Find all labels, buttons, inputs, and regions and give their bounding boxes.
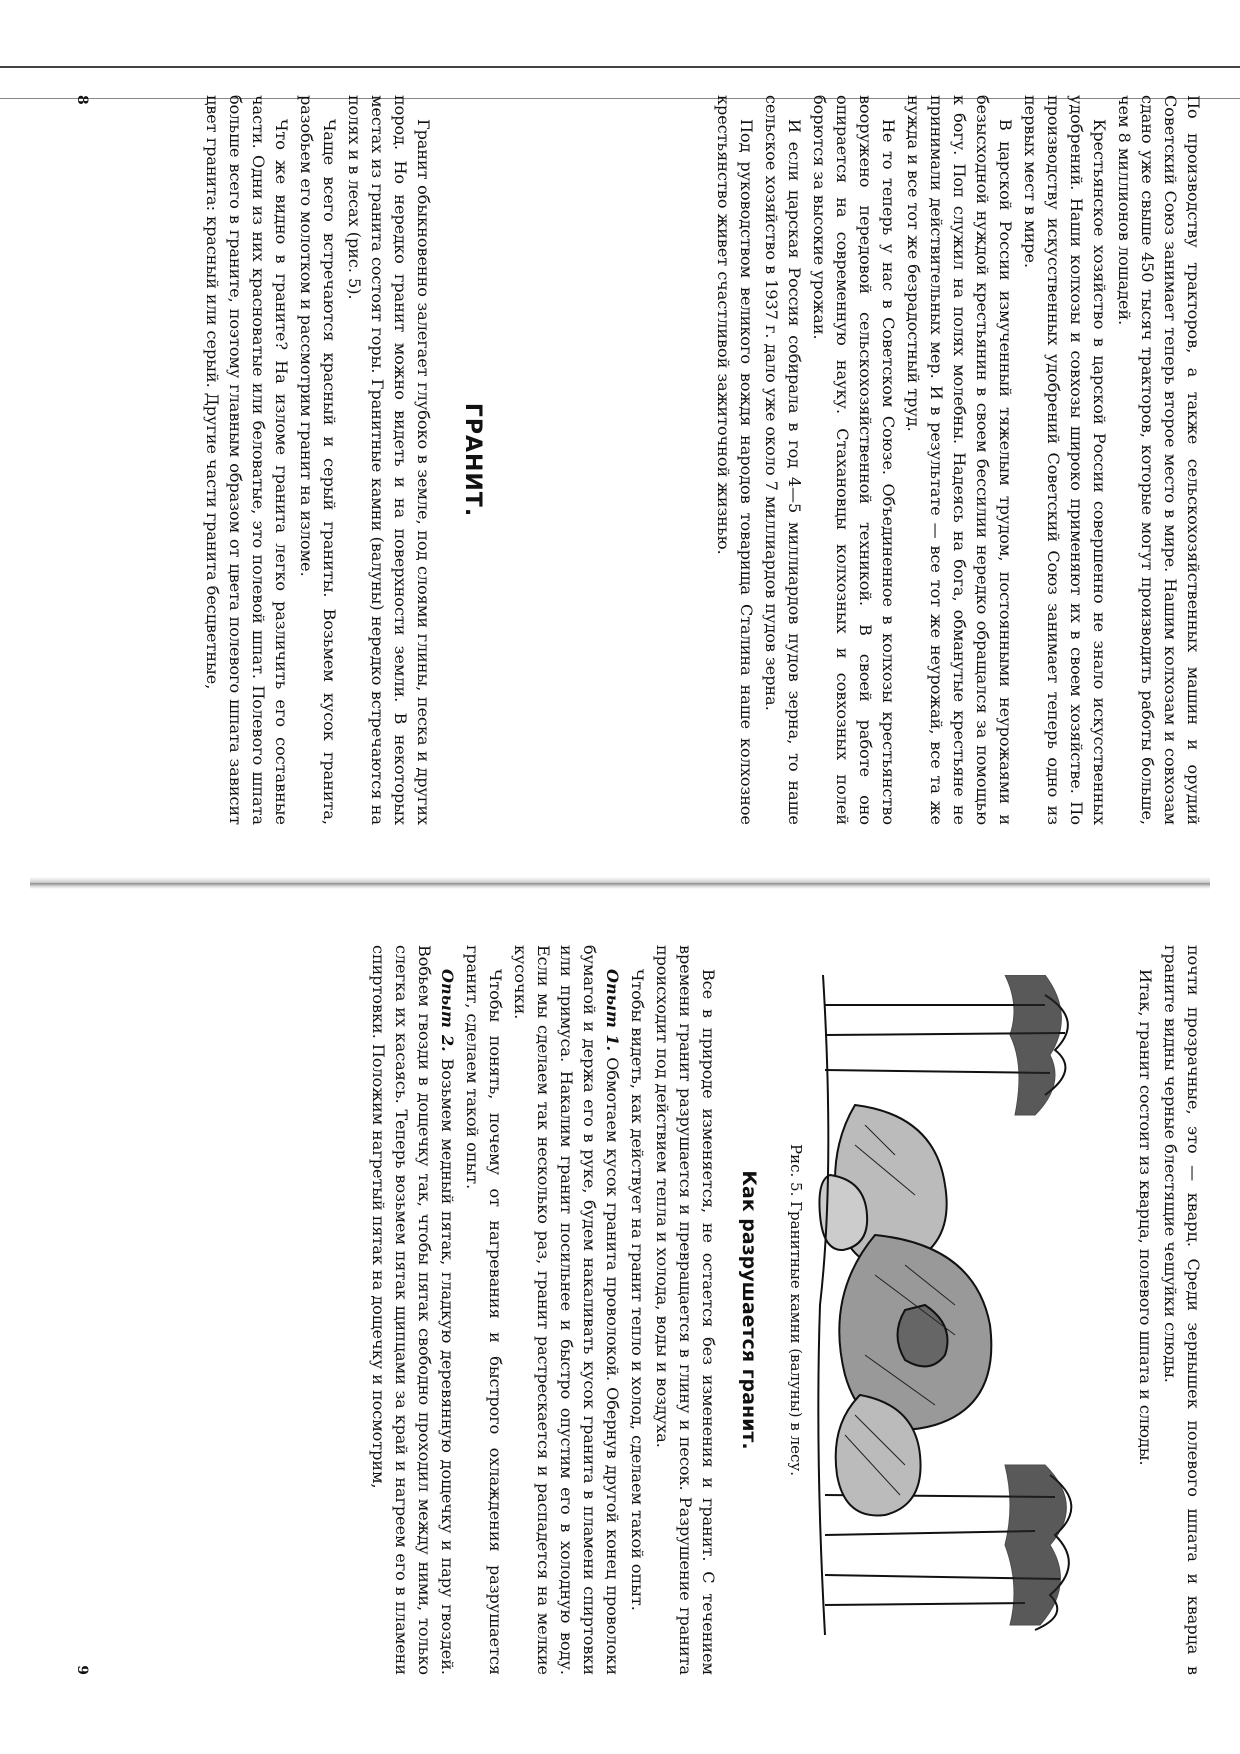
forest-boulders-drawing	[815, 975, 1105, 1635]
section-heading-destruction: Как разрушается гранит.	[738, 1170, 760, 1450]
paragraph: Гранит обыкновенно залегает глубоко в земле, под слоями глины, песка и других пород. Но нередко гранит можно видеть и на поверхности земли. В некоторых местах из гранита состоят горы. Гранитные камни (валуны) нередко встречаются на полях и в лесах (рис. 5).	[345, 95, 433, 825]
paragraph: По производству тракторов, а также сельскохозяйственных машин и орудий Советский Союз занимает теперь второе место в мире. Нашим колхозам и совхозам сдано уже свыше 450 тысяч тракторов, которые могут производить работы больше, чем 8 миллионов лошадей.	[1115, 95, 1203, 825]
paragraph: Все в природе изменяется, не остается без изменения и гранит. С течением времени гранит разрушается и превращается в глину и песок. Разрушение гранита происходит под действием тепла и холода, воды и воздуха.	[653, 945, 718, 1675]
page-9-text-bottom	[365, 945, 720, 1675]
page-9	[65, 905, 1205, 1705]
paragraph: Итак, гранит состоит из кварца, полевого шпата и слюды.	[1136, 969, 1155, 1466]
paragraph: Чаще всего встречаются красный и серый граниты. Возьмем кусок гранита, разобьем его молотком и рассмотрим гранит на изломе.	[297, 95, 339, 825]
paragraph: Чтобы видеть, как действует на гранит тепло и холод, сделаем такой опыт.	[628, 969, 647, 1611]
paragraph: Под руководством великого вождя народов товарища Сталина наше колхозное крестьянство живет счастливой зажиточной жизнью.	[714, 95, 756, 825]
paragraph: И если царская Россия собирала в год 4—5 миллиардов пудов зерна, то наше сельское хозяйство в 1937 г. дало уже около 7 миллиардов пудов зерна.	[762, 95, 804, 825]
page-number: 8	[74, 95, 90, 105]
page-8-text-bottom	[199, 95, 435, 825]
experiment-1-paragraph	[509, 945, 624, 1675]
paragraph: Что же видно в граните? На изломе гранита легко различить его составные части. Одни из них красноватые или беловатые, это полевой шпат. Полевого шпата больше всего в граните, поэтому главным образом от цвета полевого шпата зависит цвет гранита: красный или серый. Другие части гранита бесцветные,	[203, 95, 291, 825]
page-9-text-top	[1132, 945, 1205, 1675]
experiment-1-label: Опыт 1.	[603, 969, 622, 1052]
paragraph: Чтобы понять, почему от нагревания и быстрого охлаждения разрушается гранит, сделаем такой опыт.	[463, 945, 505, 1675]
page-8-text-top	[710, 95, 1205, 825]
page-number: 9	[74, 1665, 90, 1675]
paragraph: почти прозрачные, это — кварц. Среди зернышек полевого шпата и кварца в граните видны черные блестящие чешуйки слюды.	[1161, 945, 1203, 1675]
section-heading-granite: ГРАНИТ.	[460, 402, 485, 518]
paragraph: Не то теперь у нас в Советском Союзе. Объединенное в колхозы крестьянство вооружено передовой сельскохозяйственной техникой. В своей работе оно опирается на современную науку. Стахановцы колхозных и совхозных полей борются за высокие урожаи.	[810, 95, 898, 825]
paragraph: Крестьянское хозяйство в царской России совершенно не знало искусственных удобрений. Наши колхозы и совхозы широко применяют их в своем хозяйстве. По производству искусственных удобрений Советский Союз занимает теперь одно из первых мест в мире.	[1021, 95, 1109, 825]
experiment-1-text: Обмотаем кусок гранита проволокой. Обернув другой конец проволоки бумагой и держа его в руке, будем накаливать кусок гранита в пламени спиртовки или примуса. Накалим гранит посильнее и быстро опустим его в холодную воду. Если мы сделаем так несколько раз, гранит растрескается и распадется на мелкие кусочки.	[511, 945, 622, 1675]
experiment-2-label: Опыт 2.	[438, 969, 457, 1052]
paragraph: В царской России измученный тяжелым трудом, постоянными неурожаями и безысходной нуждой крестьянин в своем бессилии нередко обращался за помощью к богу. Поп служил на полях молебны. Надеясь на бога, обманутые крестьяне не принимали действительных мер. И в результате — все тот же неурожай, все та же нужда и все тот же безрадостный труд.	[904, 95, 1015, 825]
forest-boulders-illustration	[815, 975, 1105, 1635]
experiment-2-text: Возьмем медный пятак, гладкую деревянную дощечку и пару гвоздей. Вобьем гвозди в дощечку так, чтобы пятак свободно проходил между ними, только слегка их касаясь. Теперь возьмем пятак щипцами за край и нагреем его в пламени спиртовки. Положим нагретый пятак на дощечку и посмотрим,	[369, 945, 457, 1676]
figure-caption: Рис. 5. Гранитные камни (валуны) в лесу.	[787, 1144, 805, 1476]
experiment-2-paragraph	[367, 945, 459, 1675]
page-8	[65, 55, 1205, 855]
